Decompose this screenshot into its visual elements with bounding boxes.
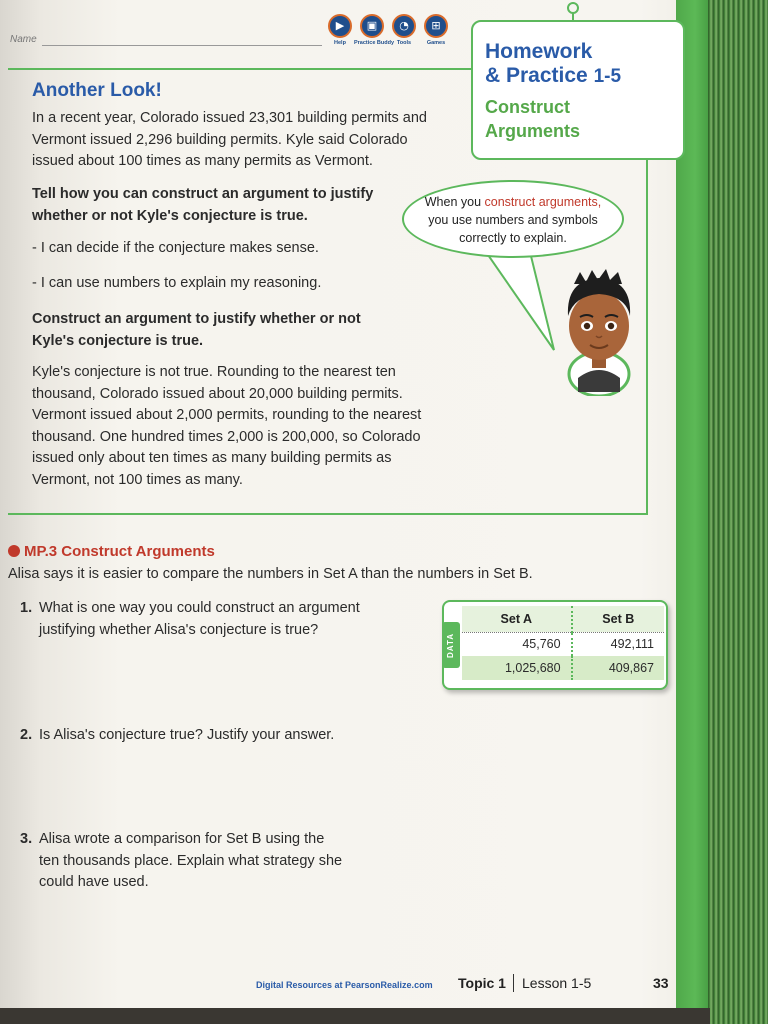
practice-buddy-button[interactable] [354,14,395,46]
another-look-title: Another Look! [32,80,162,101]
prompt-construct [32,309,361,352]
practice-buddy-label: Practice Buddy [354,40,395,46]
help-button[interactable] [328,14,352,46]
question-3-text [39,829,342,894]
lesson-title-box [471,20,685,160]
topic-label: Topic 1 [458,975,506,991]
games-icon: ⊞ [424,14,448,38]
intro-line: issued about 100 times as many permits as Vermont. [32,153,373,169]
question-line: ten thousands place. Explain what strategy she [39,852,343,869]
subtitle-line1: Construct [485,97,570,117]
practice-intro: Alisa says it is easier to compare the numbers in Set A than the numbers in Set B. [8,566,533,582]
tools-icon: ◔ [392,14,416,38]
subtitle-line2: Arguments [485,121,581,141]
bubble-tail [480,250,560,354]
intro-line: Vermont issued 2,296 building permits. Kyle said Colorado [32,131,408,148]
bullet-text: I can use numbers to explain my reasoning. [40,275,322,291]
data-table [462,606,664,680]
mp-badge-icon [8,545,20,557]
help-label: Help [334,40,346,46]
title-line1: Homework [485,40,593,63]
title-practice: & Practice [485,64,588,87]
name-label: Name [10,34,37,45]
tools-button[interactable] [392,14,416,46]
tools-label: Tools [396,40,412,46]
page-number: 33 [653,975,669,991]
table-header-cell: Set A [462,606,572,632]
table-cell: 409,867 [572,656,664,680]
speech-bubble [402,180,624,258]
bottom-shadow [0,1008,710,1024]
question-line: Alisa wrote a comparison for Set B using the [39,831,325,847]
play-icon: ▶ [328,14,352,38]
answer-line: thousand, Colorado issued about 20,000 building permits. [32,385,403,402]
student-avatar [556,266,642,396]
prompt-line: Kyle's conjecture is true. [32,332,204,349]
bullet-dot: - [32,240,41,256]
bubble-highlight: construct arguments, [484,195,602,209]
table-header-row [462,606,664,632]
question-line: Is Alisa's conjecture true? Justify your answer. [39,727,335,743]
digital-icons [328,14,448,46]
games-label: Games [426,40,446,46]
monitor-icon: ▣ [360,14,384,38]
answer-line: Kyle's conjecture is not true. Rounding to the nearest ten [32,364,396,380]
question-number: 1. [20,600,33,616]
question-number: 2. [20,727,33,743]
bubble-line1 [404,193,622,211]
prompt-tell-how [32,184,373,227]
mp3-heading-text: MP.3 Construct Arguments [24,543,215,560]
games-button[interactable] [424,14,448,46]
answer-line: Vermont, not 100 times as many. [32,471,243,488]
table-header-cell: Set B [572,606,664,632]
bullet-2 [32,273,321,295]
prompt-line: Tell how you can construct an argument to justify [32,186,374,202]
bullet-1 [32,238,319,260]
digital-resources-link[interactable]: Digital Resources at PearsonRealize.com [256,980,433,990]
mp3-heading [8,543,215,560]
answer-line: Vermont issued about 2,000 permits, rounding to the nearest [32,407,422,423]
data-tab-label: DATA [442,622,460,668]
question-1-text [39,598,360,641]
hook-icon [565,2,581,22]
name-line [42,45,322,46]
intro-line: In a recent year, Colorado issued 23,301 building permits and [32,110,427,126]
bubble-pre: When you [424,195,485,209]
answer-line: issued only about ten times as many building permits as [32,450,392,466]
question-2-text [39,725,334,747]
answer-text [32,362,421,491]
title-line2 [485,64,673,89]
answer-line: thousand. One hundred times 2,000 is 200,000, so Colorado [32,428,421,445]
prompt-line: whether or not Kyle's conjecture is true. [32,207,308,224]
intro-text [32,108,427,173]
lesson-label: Lesson 1-5 [522,975,592,991]
table-cell: 492,111 [572,632,664,656]
table-row [462,632,664,656]
bullet-text: I can decide if the conjecture makes sense. [40,240,319,256]
book-page-edges [708,0,768,1024]
bullet-dot: - [32,275,41,291]
prompt-line: Construct an argument to justify whether or not [32,311,361,327]
question-number: 3. [20,831,33,847]
bubble-line3: correctly to explain. [459,231,567,245]
question-line: justifying whether Alisa's conjecture is true? [39,621,319,638]
lesson-number: 1-5 [593,66,622,87]
table-cell: 1,025,680 [462,656,572,680]
question-line: What is one way you could construct an argument [39,600,360,616]
table-cell: 45,760 [462,632,572,656]
table-row [462,656,664,680]
bubble-line2: you use numbers and symbols [428,213,598,227]
footer-divider [513,974,514,992]
question-line: could have used. [39,874,149,890]
